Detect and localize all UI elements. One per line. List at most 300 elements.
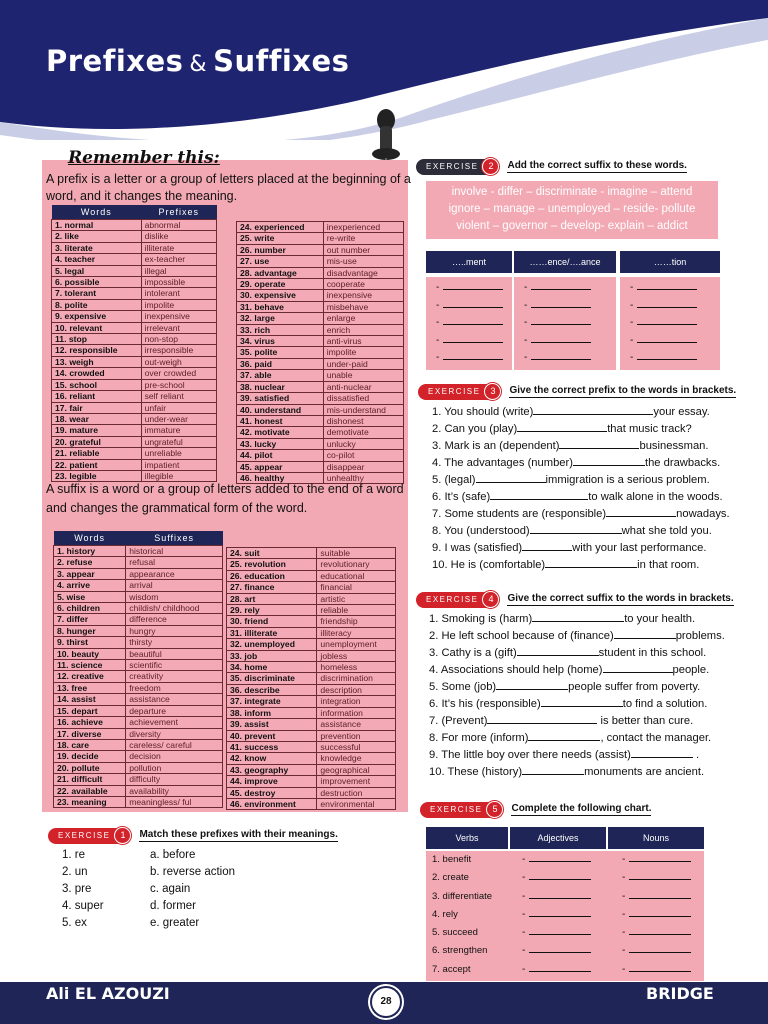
answer-line — [531, 351, 591, 360]
answer-blank — [533, 404, 653, 415]
sentence-item — [432, 523, 732, 540]
table-row — [227, 787, 396, 798]
sentence-item — [432, 506, 732, 523]
word-cell: 27. finance — [227, 582, 317, 593]
table-row — [52, 311, 217, 322]
word-cell: 18. care — [54, 739, 126, 750]
sentence-start: 9. The little boy over there needs (assist) — [429, 749, 631, 761]
word-cell: 22. patient — [52, 459, 142, 470]
table-row — [54, 637, 223, 648]
derived-word-cell: cooperate — [323, 279, 403, 290]
table-row — [237, 370, 404, 381]
ex5-header-adjectives: Adjectives — [510, 827, 606, 849]
table-row — [52, 402, 217, 413]
word-cell: 28. art — [227, 593, 317, 604]
ex3-sentence-list — [432, 404, 732, 574]
derived-word-cell: intolerant — [141, 288, 216, 299]
answer-line — [629, 853, 691, 862]
dash: - — [622, 872, 626, 884]
derived-word-cell: thirsty — [126, 637, 223, 648]
prefix-words-header: Words — [52, 205, 142, 220]
word-cell: 15. depart — [54, 705, 126, 716]
word-cell: 46. healthy — [237, 472, 324, 483]
prefix-definition: A prefix is a letter or a group of letters placed at the beginning of a word, and it changes the meaning. — [46, 172, 411, 203]
word-cell: 3. literate — [52, 242, 142, 253]
adjective-blank — [522, 961, 591, 979]
sentence-start: 1. Smoking is (harm) — [429, 613, 533, 625]
table-row — [54, 728, 223, 739]
derived-word-cell: homeless — [317, 662, 396, 673]
table-row — [237, 233, 404, 244]
suffix-words-header: Words — [54, 531, 126, 546]
derived-word-cell: geographical — [317, 764, 396, 775]
derived-word-cell: inexpensive — [141, 311, 216, 322]
derived-word-cell: information — [317, 707, 396, 718]
word-cell: 11. stop — [52, 334, 142, 345]
answer-blank — [545, 557, 637, 568]
sentence-item — [429, 764, 729, 781]
word-cell: 34. home — [227, 662, 317, 673]
word-cell: 2. like — [52, 231, 142, 242]
derived-word-cell: irrelevant — [141, 322, 216, 333]
table-row — [54, 614, 223, 625]
word-cell: 12. creative — [54, 671, 126, 682]
sentence-start: 2. Can you (play) — [432, 423, 518, 435]
exercise-number: 4 — [482, 591, 499, 608]
table-row — [227, 753, 396, 764]
exercise-badge: EXERCISE — [420, 802, 490, 818]
answer-blank — [522, 540, 572, 551]
noun-blank — [622, 851, 691, 869]
word-cell: 26. education — [227, 570, 317, 581]
sentence-end: immigration is a serious problem. — [545, 474, 710, 486]
answer-line — [529, 908, 591, 917]
word-cell: 23. legible — [52, 470, 142, 481]
table-row — [52, 220, 217, 231]
word-cell: 37. integrate — [227, 696, 317, 707]
table-row — [52, 368, 217, 379]
exercise-badge: EXERCISE — [418, 384, 488, 400]
word-cell: 5. legal — [52, 265, 142, 276]
answer-blank — [620, 314, 720, 332]
derived-word-cell: misbehave — [323, 301, 403, 312]
list-item: d. former — [150, 900, 197, 912]
dash: - — [524, 282, 528, 293]
table-row — [54, 671, 223, 682]
sentence-start: 10. These (history) — [429, 766, 523, 778]
table-row — [237, 381, 404, 392]
word-cell: 27. use — [237, 256, 324, 267]
dash: - — [522, 854, 526, 865]
table-row — [52, 425, 217, 436]
noun-blank — [622, 888, 691, 906]
word-cell: 44. pilot — [237, 450, 324, 461]
table-row — [52, 356, 217, 367]
dash: - — [436, 282, 440, 293]
dash: - — [524, 334, 528, 346]
verb-cell: 4. rely — [432, 908, 458, 920]
sentence-end: people suffer from poverty. — [568, 681, 701, 693]
suffix-definition: A suffix is a word or a group of letters added to the end of a word and changes the grammatical form of the word. — [46, 482, 404, 515]
derived-word-cell: impolite — [141, 299, 216, 310]
table-row — [227, 741, 396, 752]
table-row — [237, 336, 404, 347]
derived-word-cell: environmental — [317, 798, 396, 809]
ex5-header-verbs: Verbs — [426, 827, 508, 849]
derived-word-cell: irresponsible — [141, 345, 216, 356]
word-cell: 37. able — [237, 370, 324, 381]
word-cell: 42. motivate — [237, 427, 324, 438]
list-item: a. before — [150, 849, 196, 861]
derived-word-cell: enlarge — [323, 313, 403, 324]
table-row — [54, 648, 223, 659]
word-cell: 8. hunger — [54, 625, 126, 636]
table-row — [227, 570, 396, 581]
derived-word-cell: availability — [126, 785, 223, 796]
title-ampersand: & — [189, 52, 208, 77]
page-number: 28 — [370, 986, 402, 1018]
sentence-start: 7. (Prevent) — [429, 715, 488, 727]
sentence-start: 3. Mark is an (dependent) — [432, 440, 560, 452]
derived-word-cell: anti-virus — [323, 336, 403, 347]
derived-word-cell: under-wear — [141, 413, 216, 424]
ex2-column-header-ence-ance: ……ence/….ance — [514, 251, 616, 273]
word-cell: 31. illiterate — [227, 627, 317, 638]
table-row — [54, 762, 223, 773]
answer-line — [529, 853, 591, 862]
list-item: b. reverse action — [150, 866, 236, 878]
table-row — [237, 438, 404, 449]
ex5-chart-body — [426, 851, 704, 981]
word-cell: 21. difficult — [54, 774, 126, 785]
word-cell: 35. polite — [237, 347, 324, 358]
answer-line — [637, 334, 697, 343]
dash: - — [522, 927, 526, 939]
dash: - — [622, 890, 626, 902]
table-row — [52, 288, 217, 299]
sentence-end: to your health. — [624, 613, 696, 625]
derived-word-cell: knowledge — [317, 753, 396, 764]
sentence-item — [429, 628, 729, 645]
table-row — [54, 739, 223, 750]
exercise-2-label — [416, 158, 687, 175]
derived-word-cell: freedom — [126, 682, 223, 693]
sentence-start: 1. You should (write) — [432, 406, 534, 418]
derived-word-cell: impolite — [323, 347, 403, 358]
derived-word-cell: under-paid — [323, 358, 403, 369]
answer-blank — [426, 349, 512, 367]
dash: - — [622, 854, 626, 865]
noun-blank — [622, 869, 691, 887]
prefix-table-right — [236, 221, 404, 484]
ex2-column-tion — [620, 277, 720, 370]
answer-blank — [426, 332, 512, 350]
derived-word-cell: mis-use — [323, 256, 403, 267]
word-cell: 43. geography — [227, 764, 317, 775]
table-row — [227, 548, 396, 559]
derived-word-cell: decision — [126, 751, 223, 762]
table-row — [237, 313, 404, 324]
derived-word-cell: departure — [126, 705, 223, 716]
word-cell: 31. behave — [237, 301, 324, 312]
dash: - — [630, 352, 634, 363]
derived-word-cell: jobless — [317, 650, 396, 661]
derived-word-cell: historical — [126, 546, 223, 557]
table-row — [54, 751, 223, 762]
word-cell: 30. expensive — [237, 290, 324, 301]
table-row — [237, 415, 404, 426]
table-row — [52, 231, 217, 242]
table-row — [227, 650, 396, 661]
answer-line — [443, 281, 503, 290]
exercise-5-label — [420, 801, 651, 818]
derived-word-cell: description — [317, 684, 396, 695]
derived-word-cell: difference — [126, 614, 223, 625]
suffix-table-right — [226, 547, 396, 810]
table-row — [52, 413, 217, 424]
word-cell: 13. weigh — [52, 356, 142, 367]
suffix-table-left — [53, 531, 223, 808]
table-row — [227, 684, 396, 695]
word-cell: 20. pollute — [54, 762, 126, 773]
word-cell: 28. advantage — [237, 267, 324, 278]
derived-word-cell: beautiful — [126, 648, 223, 659]
word-bank-line-2: ignore – manage – unemployed – reside- pollute — [448, 203, 696, 215]
dash: - — [522, 963, 526, 975]
chart-row — [426, 961, 704, 979]
adjective-blank — [522, 851, 591, 869]
ex2-word-bank — [426, 181, 718, 239]
table-row — [227, 662, 396, 673]
sentence-item — [432, 438, 732, 455]
sentence-end: that music track? — [607, 423, 692, 435]
answer-line — [529, 963, 591, 972]
noun-blank — [622, 924, 691, 942]
dash: - — [622, 908, 626, 920]
ex2-column-header-tion: ……tion — [620, 251, 720, 273]
brand-name: BRIDGE — [646, 984, 714, 1003]
word-cell: 45. appear — [237, 461, 324, 472]
sentence-end: monuments are ancient. — [584, 766, 705, 778]
sentence-item — [432, 472, 732, 489]
table-row — [54, 785, 223, 796]
table-row — [52, 345, 217, 356]
derived-word-cell: improvement — [317, 776, 396, 787]
derived-word-cell: educational — [317, 570, 396, 581]
derived-word-cell: unhealthy — [323, 472, 403, 483]
derived-word-cell: out-weigh — [141, 356, 216, 367]
derived-word-cell: inexperienced — [323, 222, 403, 233]
sentence-end: in that room. — [637, 559, 700, 571]
answer-blank — [490, 489, 588, 500]
derived-word-cell: unlucky — [323, 438, 403, 449]
word-cell: 23. meaning — [54, 796, 126, 807]
answer-blank — [514, 349, 616, 367]
dash: - — [622, 963, 626, 975]
word-cell: 42. know — [227, 753, 317, 764]
dash: - — [524, 352, 528, 363]
sentence-item — [432, 540, 732, 557]
table-row — [227, 616, 396, 627]
word-cell: 13. free — [54, 682, 126, 693]
word-cell: 16. achieve — [54, 717, 126, 728]
word-cell: 34. virus — [237, 336, 324, 347]
exercise-instruction: Add the correct suffix to these words. — [507, 160, 687, 171]
prefix-table-left — [51, 205, 217, 482]
exercise-3-label — [418, 383, 736, 400]
ex1-prefix-list — [62, 847, 132, 932]
word-cell: 26. number — [237, 244, 324, 255]
word-cell: 12. responsible — [52, 345, 142, 356]
derived-word-cell: successful — [317, 741, 396, 752]
sentence-end: your essay. — [653, 406, 710, 418]
sentence-start: 7. Some students are (responsible) — [432, 508, 607, 520]
word-cell: 9. expensive — [52, 311, 142, 322]
word-cell: 7. differ — [54, 614, 126, 625]
chart-row — [426, 942, 704, 960]
table-row — [227, 627, 396, 638]
derived-word-cell: refusal — [126, 557, 223, 568]
word-cell: 24. experienced — [237, 222, 324, 233]
word-cell: 25. write — [237, 233, 324, 244]
sentence-start: 5. Some (job) — [429, 681, 497, 693]
exercise-instruction: Give the correct suffix to the words in brackets. — [507, 593, 734, 604]
answer-blank — [496, 679, 568, 690]
dash: - — [630, 282, 634, 293]
sentence-end: with your last performance. — [572, 542, 707, 554]
ex5-header-nouns: Nouns — [608, 827, 704, 849]
page-title — [46, 44, 349, 78]
dash: - — [630, 317, 634, 328]
table-row — [237, 347, 404, 358]
word-cell: 44. improve — [227, 776, 317, 787]
derived-word-cell: childish/ childhood — [126, 603, 223, 614]
word-cell: 17. diverse — [54, 728, 126, 739]
sentence-start: 5. (legal) — [432, 474, 476, 486]
dash: - — [622, 945, 626, 957]
chart-row — [426, 869, 704, 887]
sentence-start: 4. The advantages (number) — [432, 457, 573, 469]
answer-line — [443, 316, 503, 325]
answer-blank — [573, 455, 645, 466]
word-cell: 14. assist — [54, 694, 126, 705]
derived-word-cell: disappear — [323, 461, 403, 472]
table-row — [227, 605, 396, 616]
ex2-column-ment — [426, 277, 512, 370]
derived-word-cell: abnormal — [141, 220, 216, 231]
dash: - — [630, 299, 634, 311]
word-cell: 29. operate — [237, 279, 324, 290]
sentence-end: nowadays. — [676, 508, 730, 520]
exercise-4-label — [416, 591, 734, 608]
list-item: c. again — [150, 883, 191, 895]
table-row — [52, 379, 217, 390]
word-cell: 14. crowded — [52, 368, 142, 379]
derived-word-cell: self reliant — [141, 391, 216, 402]
derived-word-cell: ex-teacher — [141, 254, 216, 265]
word-cell: 18. wear — [52, 413, 142, 424]
sentence-end: people. — [672, 664, 710, 676]
word-cell: 3. appear — [54, 568, 126, 579]
word-cell: 5. wise — [54, 591, 126, 602]
chart-row — [426, 851, 704, 869]
answer-blank — [620, 297, 720, 315]
table-row — [237, 404, 404, 415]
sentence-item — [429, 611, 729, 628]
derived-word-cell: difficulty — [126, 774, 223, 785]
answer-line — [629, 890, 691, 899]
derived-word-cell: integration — [317, 696, 396, 707]
verb-cell: 7. accept — [432, 963, 471, 975]
table-row — [227, 707, 396, 718]
noun-blank — [622, 942, 691, 960]
sentence-item — [429, 747, 729, 764]
answer-line — [531, 299, 591, 308]
sentence-start: 6. It’s his (responsible) — [429, 698, 541, 710]
table-row — [237, 301, 404, 312]
word-cell: 41. honest — [237, 415, 324, 426]
sentence-start: 8. You (understood) — [432, 525, 530, 537]
table-row — [227, 730, 396, 741]
dash: - — [436, 317, 440, 328]
table-row — [227, 639, 396, 650]
table-row — [52, 254, 217, 265]
sentence-end: to walk alone in the woods. — [588, 491, 723, 503]
derived-word-cell: out number — [323, 244, 403, 255]
chart-row — [426, 924, 704, 942]
answer-blank — [541, 696, 623, 707]
sentence-start: 2. He left school because of (finance) — [429, 630, 614, 642]
word-cell: 36. describe — [227, 684, 317, 695]
table-row — [237, 461, 404, 472]
dash: - — [436, 352, 440, 363]
sentence-end: , contact the manager. — [600, 732, 712, 744]
exercise-number: 3 — [484, 383, 501, 400]
verb-cell: 2. create — [432, 872, 469, 884]
sentence-start: 9. I was (satisfied) — [432, 542, 523, 554]
table-row — [227, 798, 396, 809]
word-cell: 8. polite — [52, 299, 142, 310]
exercise-instruction: Give the correct prefix to the words in brackets. — [509, 385, 737, 396]
dash: - — [436, 334, 440, 346]
word-cell: 33. rich — [237, 324, 324, 335]
answer-line — [637, 281, 697, 290]
dash: - — [524, 299, 528, 311]
derived-word-cell: suitable — [317, 548, 396, 559]
word-cell: 19. decide — [54, 751, 126, 762]
answer-blank — [528, 730, 600, 741]
derived-word-cell: meaningless/ ful — [126, 796, 223, 807]
answer-blank — [514, 279, 616, 297]
table-row — [52, 436, 217, 447]
derived-word-cell: re-write — [323, 233, 403, 244]
ex1-meaning-list — [150, 847, 300, 932]
table-row — [227, 559, 396, 570]
sentence-end: student in this school. — [598, 647, 707, 659]
table-row — [54, 557, 223, 568]
derived-word-cell: enrich — [323, 324, 403, 335]
derived-word-cell: unable — [323, 370, 403, 381]
derived-word-cell: anti-nuclear — [323, 381, 403, 392]
sentence-end: problems. — [675, 630, 725, 642]
dash: - — [522, 872, 526, 884]
word-cell: 6. children — [54, 603, 126, 614]
word-cell: 32. unemployed — [227, 639, 317, 650]
ex2-column-ence-ance — [514, 277, 616, 370]
answer-blank — [614, 628, 676, 639]
word-cell: 41. success — [227, 741, 317, 752]
list-item: 5. ex — [62, 917, 87, 929]
